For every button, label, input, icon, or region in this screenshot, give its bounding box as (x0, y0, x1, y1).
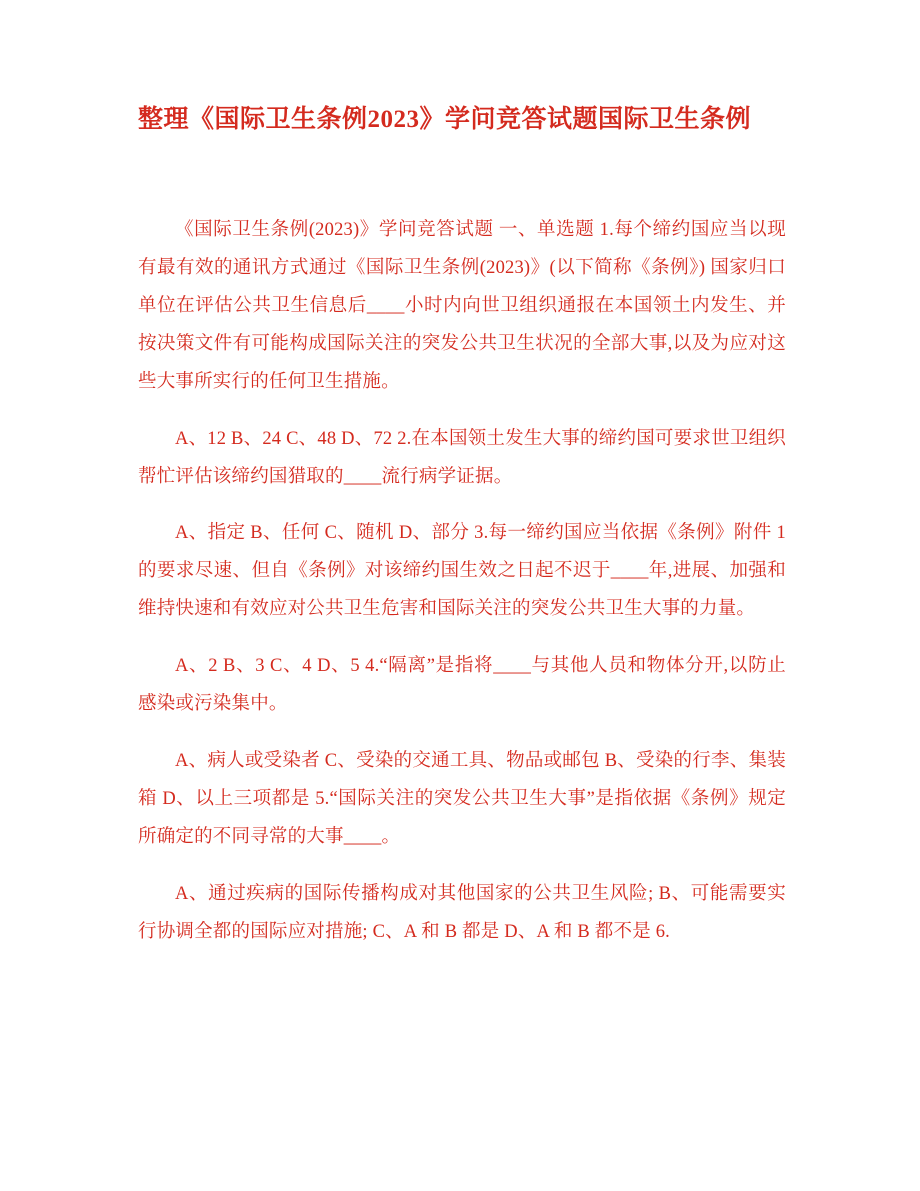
paragraph-5: A、病人或受染者 C、受染的交通工具、物品或邮包 B、受染的行李、集装箱 D、以上三项都是 5.“国际关注的突发公共卫生大事”是指依据《条例》规定所确定的不同寻常的大事____。 (138, 750, 786, 848)
page-title: 整理《国际卫生条例2023》学问竞答试题国际卫生条例 (138, 106, 752, 133)
paragraph-4: A、2 B、3 C、4 D、5 4.“隔离”是指将____与其他人员和物体分开,以防止感染或污染集中。 (138, 656, 786, 715)
paragraph-2: A、12 B、24 C、48 D、72 2.在本国领土发生大事的缔约国可要求世卫组织帮忙评估该缔约国猎取的____流行病学证据。 (138, 428, 786, 487)
paragraph-1: 《国际卫生条例(2023)》学问竞答试题 一、单选题 1.每个缔约国应当以现有最有效的通讯方式通过《国际卫生条例(2023)》(以下简称《条例》) 国家归口单位在评估公共卫生信息后____小时内向世卫组织通报在本国领土内发生、并按决策文件有可能构成国际关注的突发公共卫生状况的全部大事,以及为应对这些大事所实行的任何卫生措施。 (138, 219, 786, 392)
paragraph-3: A、指定 B、任何 C、随机 D、部分 3.每一缔约国应当依据《条例》附件 1 的要求尽速、但自《条例》对该缔约国生效之日起不迟于____年,进展、加强和维持快速和有效应对公共卫生危害和国际关注的突发公共卫生大事的力量。 (138, 523, 786, 620)
paragraph-6: A、通过疾病的国际传播构成对其他国家的公共卫生风险; B、可能需要实行协调全都的国际应对措施; C、A 和 B 都是 D、A 和 B 都不是 6. (138, 883, 786, 942)
document-body (138, 104, 786, 969)
